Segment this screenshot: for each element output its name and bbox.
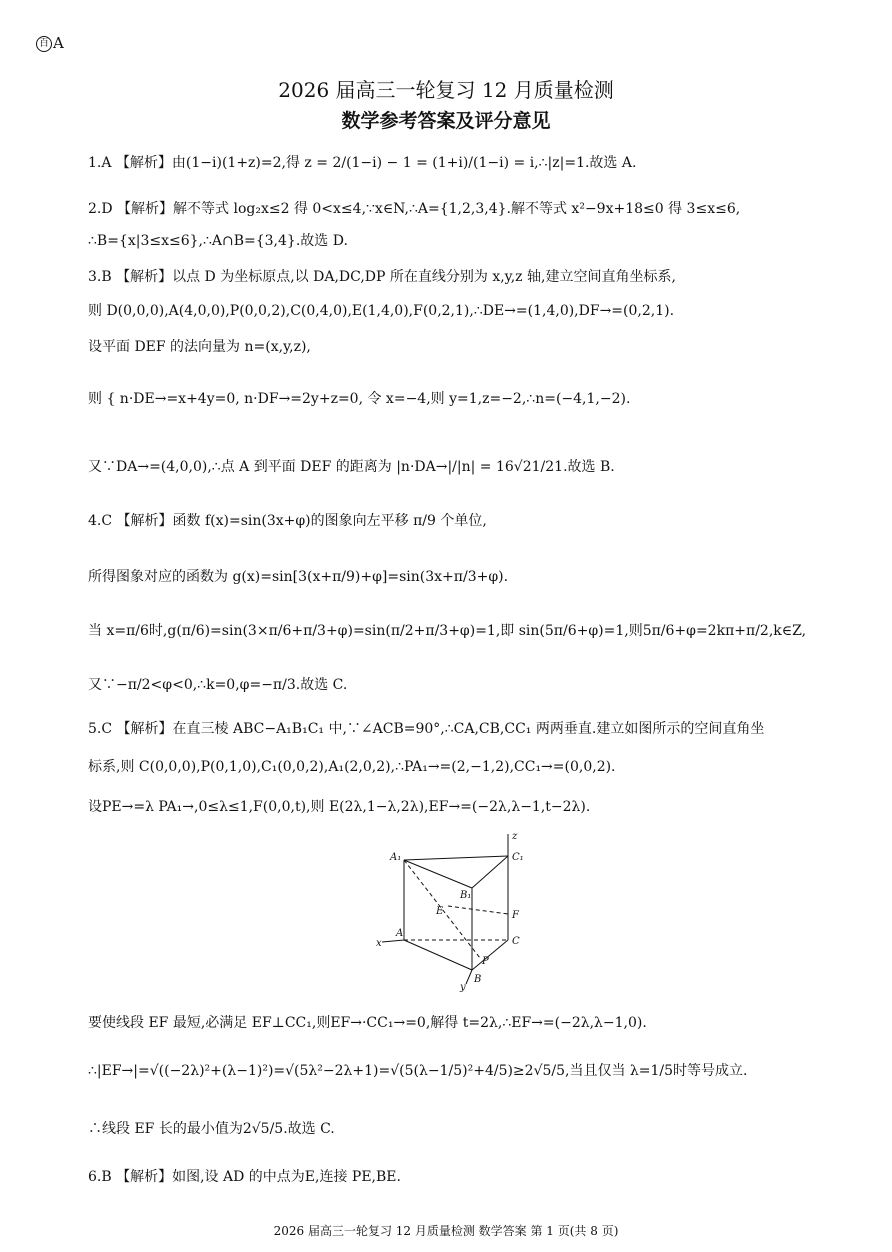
label-f: F — [512, 910, 519, 921]
label-p: P — [482, 956, 489, 967]
y-axis-line — [466, 970, 472, 984]
label-c: C — [512, 936, 520, 947]
label-y: y — [460, 982, 466, 992]
label-b: B — [474, 974, 482, 985]
logo-seal: 百 — [36, 36, 52, 52]
answer-line-10: 所得图象对应的函数为 g(x)=sin[3(x+π/9)+φ]=sin(3x+π/3+φ). — [88, 569, 509, 585]
answer-line-5: 则 D(0,0,0),A(4,0,0),P(0,0,2),C(0,4,0),E(1,4,0),F(0,2,1),∴DE→=(1,4,0),DF→=(0,2,1). — [88, 303, 675, 319]
answer-line-9: 4.C 【解析】函数 f(x)=sin(3x+φ)的图象向左平移 π/9 个单位, — [88, 513, 487, 529]
answer-line-14: 标系,则 C(0,0,0),P(0,1,0),C₁(0,0,2),A₁(2,0,2),∴PA₁→=(2,−1,2),CC₁→=(0,0,2). — [88, 759, 616, 775]
label-a: A — [396, 928, 404, 939]
label-a1: A₁ — [390, 852, 402, 863]
edge-a1-b1 — [404, 860, 472, 888]
answer-line-18: ∴线段 EF 长的最小值为2√5/5.故选 C. — [88, 1121, 335, 1137]
edge-a1-c1 — [404, 856, 508, 860]
answer-line-11: 当 x=π/6时,g(π/6)=sin(3×π/6+π/3+φ)=sin(π/2+π/3+φ)=1,即 sin(5π/6+φ)=1,则5π/6+φ=2kπ+π/2,k∈Z, — [88, 623, 807, 639]
answer-line-7: 则 { n·DE→=x+4y=0, n·DF→=2y+z=0, 令 x=−4,则 y=1,z=−2,∴n=(−4,1,−2). — [88, 391, 631, 407]
brand-logo — [36, 34, 64, 52]
answer-line-16: 要使线段 EF 最短,必满足 EF⊥CC₁,则EF→·CC₁→=0,解得 t=2λ,∴EF→=(−2λ,λ−1,0). — [88, 1015, 647, 1031]
answer-line-19: 6.B 【解析】如图,设 AD 的中点为E,连接 PE,BE. — [88, 1169, 401, 1185]
logo-letter: A — [53, 34, 64, 52]
answer-line-17: ∴|EF→|=√((−2λ)²+(λ−1)²)=√(5λ²−2λ+1)=√(5(λ−1/5)²+4/5)≥2√5/5,当且仅当 λ=1/5时等号成立. — [88, 1063, 748, 1079]
label-b1: B₁ — [460, 890, 472, 901]
label-z: z — [512, 831, 518, 842]
answer-line-6: 设平面 DEF 的法向量为 n=(x,y,z), — [88, 339, 311, 355]
label-c1: C₁ — [512, 852, 524, 863]
answer-line-12: 又∵−π/2<φ<0,∴k=0,φ=−π/3.故选 C. — [88, 677, 348, 693]
page-footer: 2026 届高三一轮复习 12 月质量检测 数学答案 第 1 页(共 8 页) — [273, 1224, 619, 1238]
prism-figure — [376, 830, 526, 992]
page-title: 2026 届高三一轮复习 12 月质量检测 — [278, 78, 614, 102]
segment-e-f — [448, 906, 508, 914]
answer-line-13: 5.C 【解析】在直三棱 ABC−A₁B₁C₁ 中,∵∠ACB=90°,∴CA,CB,CC₁ 两两垂直.建立如图所示的空间直角坐 — [88, 721, 765, 737]
edge-a-b — [404, 940, 472, 970]
answer-line-15: 设PE→=λ PA₁→,0≤λ≤1,F(0,0,t),则 E(2λ,1−λ,2λ),EF→=(−2λ,λ−1,t−2λ). — [88, 799, 591, 815]
edge-b1-c1 — [472, 856, 508, 888]
answer-line-1: 1.A 【解析】由(1−i)(1+z)=2,得 z = 2/(1−i) − 1 = (1+i)/(1−i) = i,∴|z|=1.故选 A. — [88, 155, 637, 171]
answer-line-2: 2.D 【解析】解不等式 log₂x≤2 得 0<x≤4,∵x∈N,∴A={1,2,3,4}.解不等式 x²−9x+18≤0 得 3≤x≤6, — [88, 201, 741, 217]
page-subtitle: 数学参考答案及评分意见 — [341, 110, 551, 132]
label-x: x — [376, 938, 382, 949]
answer-line-3: ∴B={x|3≤x≤6},∴A∩B={3,4}.故选 D. — [88, 233, 348, 249]
answer-line-8: 又∵DA→=(4,0,0),∴点 A 到平面 DEF 的距离为 |n·DA→|/|n| = 16√21/21.故选 B. — [88, 459, 615, 475]
label-e: E — [436, 906, 444, 917]
answer-line-4: 3.B 【解析】以点 D 为坐标原点,以 DA,DC,DP 所在直线分别为 x,y,z 轴,建立空间直角坐标系, — [88, 269, 676, 285]
x-axis-line — [382, 940, 404, 942]
